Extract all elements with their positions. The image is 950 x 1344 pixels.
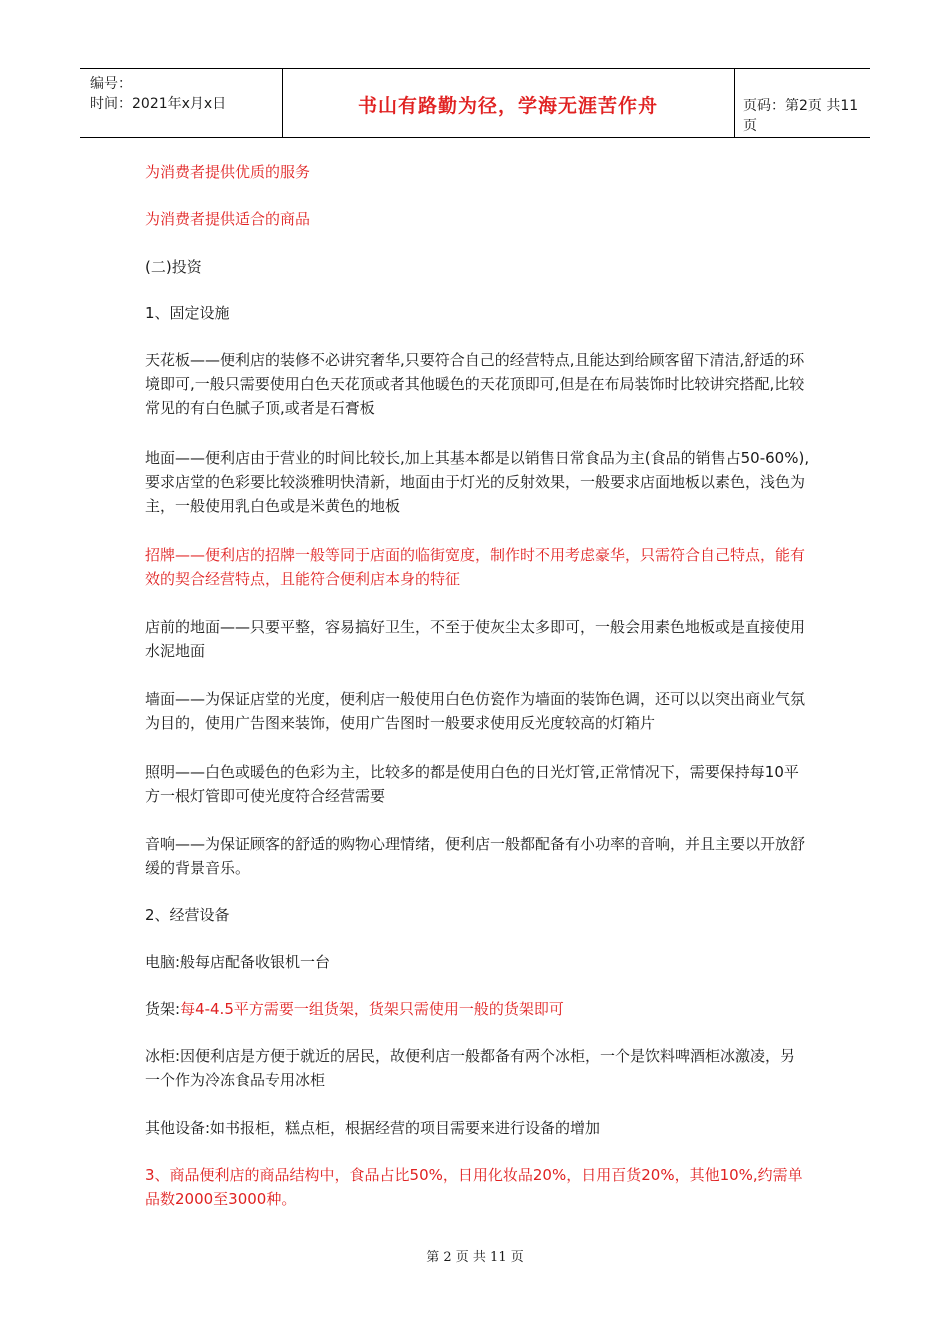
document-date: 时间：2021年x月x日 [90,96,227,112]
subsection-heading: 2、经营设备 [145,906,230,924]
paragraph: 招牌——便利店的招牌一般等同于店面的临街宽度，制作时不用考虑豪华，只需符合自己特点，能有效的契合经营特点，且能符合便利店本身的特征 [145,546,806,588]
header-meta-cell [80,69,283,137]
page-footer: 第 2 页 共 11 页 [426,1250,524,1265]
document-header [80,68,870,138]
document-number-label: 编号： [90,76,132,92]
paragraph: 为消费者提供适合的商品 [145,210,311,228]
header-page-cell [735,69,870,137]
header-motto-cell [282,69,735,137]
paragraph: 天花板——便利店的装修不必讲究奢华,只要符合自己的经营特点,且能达到给顾客留下清洁,舒适的环境即可,一般只需要使用白色天花顶或者其他暖色的天花顶即可,但是在布局装饰时比较讲究搭配,比较常见的有白色腻子顶,或者是石膏板 [145,351,805,417]
paragraph: 音响——为保证顾客的舒适的购物心理情绪，便利店一般都配备有小功率的音响，并且主要以开放舒缓的背景音乐。 [145,835,806,877]
paragraph: 3、商品便利店的商品结构中，食品占比50%，日用化妆品20%，日用百货20%，其他10%,约需单品数2000至3000种。 [145,1166,803,1208]
paragraph: 为消费者提供优质的服务 [145,163,311,181]
header-page-info: 页码：第2页 共11页 [743,98,859,134]
paragraph: 其他设备:如书报柜，糕点柜，根据经营的项目需要来进行设备的增加 [145,1119,601,1137]
paragraph: 电脑:般每店配备收银机一台 [145,953,331,971]
paragraph: 冰柜:因便利店是方便于就近的居民，故便利店一般都备有两个冰柜，一个是饮料啤酒柜冰激凌，另一个作为冷冻食品专用冰柜 [145,1047,796,1089]
section-heading: (二)投资 [145,258,202,276]
shelf-prefix: 货架: [145,1000,181,1018]
paragraph: 店前的地面——只要平整，容易搞好卫生，不至于使灰尘太多即可，一般会用素色地板或是直接使用水泥地面 [145,618,806,660]
subsection-heading: 1、固定设施 [145,304,230,322]
header-motto: 书山有路勤为径，学海无涯苦作舟 [357,95,658,117]
paragraph: 墙面——为保证店堂的光度，便利店一般使用白色仿瓷作为墙面的装饰色调，还可以以突出商业气氛为目的，使用广告图来装饰，使用广告图时一般要求使用反光度较高的灯箱片 [145,690,806,732]
paragraph: 地面——便利店由于营业的时间比较长,加上其基本都是以销售日常食品为主(食品的销售占50-60%),要求店堂的色彩要比较淡雅明快清新，地面由于灯光的反射效果，一般要求店面地板以素色，浅色为主，一般使用乳白色或是米黄色的地板 [145,449,810,515]
paragraph: 照明——白色或暖色的色彩为主，比较多的都是使用白色的日光灯管,正常情况下，需要保持每10平方一根灯管即可使光度符合经营需要 [145,763,799,805]
paragraph [145,997,810,1021]
shelf-text: 每4-4.5平方需要一组货架，货架只需使用一般的货架即可 [180,1000,564,1018]
